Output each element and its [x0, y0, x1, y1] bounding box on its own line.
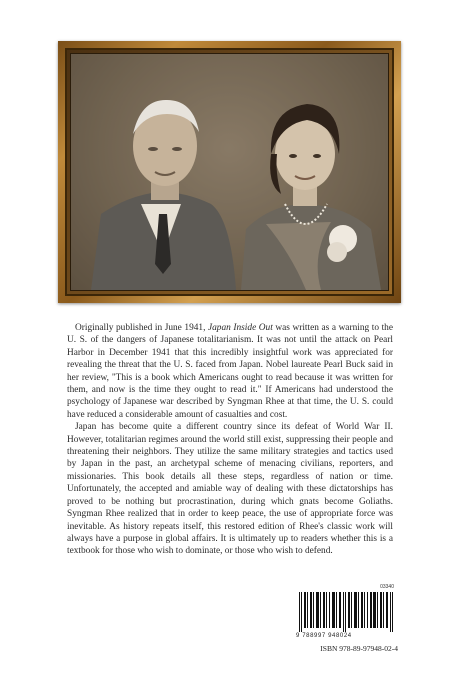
frame-inner — [65, 48, 394, 296]
paragraph-1-after: was written as a warning to the U. S. of the dangers of Japanese totalitarianism. It was not until the attack on Pearl Harbor in December 1941 that this incredibly insightful work was appreciated for revealing the threat that the U. S. faced from Japan. Nobel laureate Pearl Buck said in her review, "This is a book which Americans ought to read because it was written for them, and now is the time they ought to read it." If Americans had understood the psychology of Japanese war described by Syngman Rhee at that time, the U. S. could have reduced a considerable amount of casualties and cost. — [67, 323, 393, 420]
barcode-block — [296, 584, 400, 652]
portrait-photo — [70, 53, 389, 291]
isbn-number: ISBN 978-89-97948-02-4 — [320, 644, 398, 653]
portrait-illustration — [71, 54, 389, 290]
back-cover-text — [67, 322, 393, 558]
barcode-digits: 9 788997 948024 — [296, 633, 352, 639]
price-code: 03340 — [380, 584, 394, 590]
picture-frame — [58, 41, 401, 303]
paragraph-1 — [67, 322, 393, 421]
paragraph-1-before: Originally published in June 1941, — [75, 323, 208, 333]
book-title: Japan Inside Out — [207, 323, 273, 333]
paragraph-2 — [67, 421, 393, 557]
paragraph-2-text: Japan has become quite a different country since its defeat of World War II. However, totalitarian regimes around the world still exist, suppressing their people and threatening their neighbors. They utilize the same military strategies and tactics used by Japan in the past, an archetypal scheme of menacing civilians, reporters, and missionaries. This book details all these steps, regardless of nation or time. Unfortunately, the accepted and amiable way of dealing with these dictatorships has proved to be nothing but procrastination, during which gnats become Goliaths. Syngman Rhee realized that in order to keep peace, the use of appropriate force was inevitable. As history repeats itself, this restored edition of Rhee's classic work will always have a purpose in global affairs. It is ultimately up to readers whether this is a textbook for those who wish to dominate, or those who wish to defend. — [67, 422, 393, 557]
barcode-bars — [298, 592, 398, 632]
